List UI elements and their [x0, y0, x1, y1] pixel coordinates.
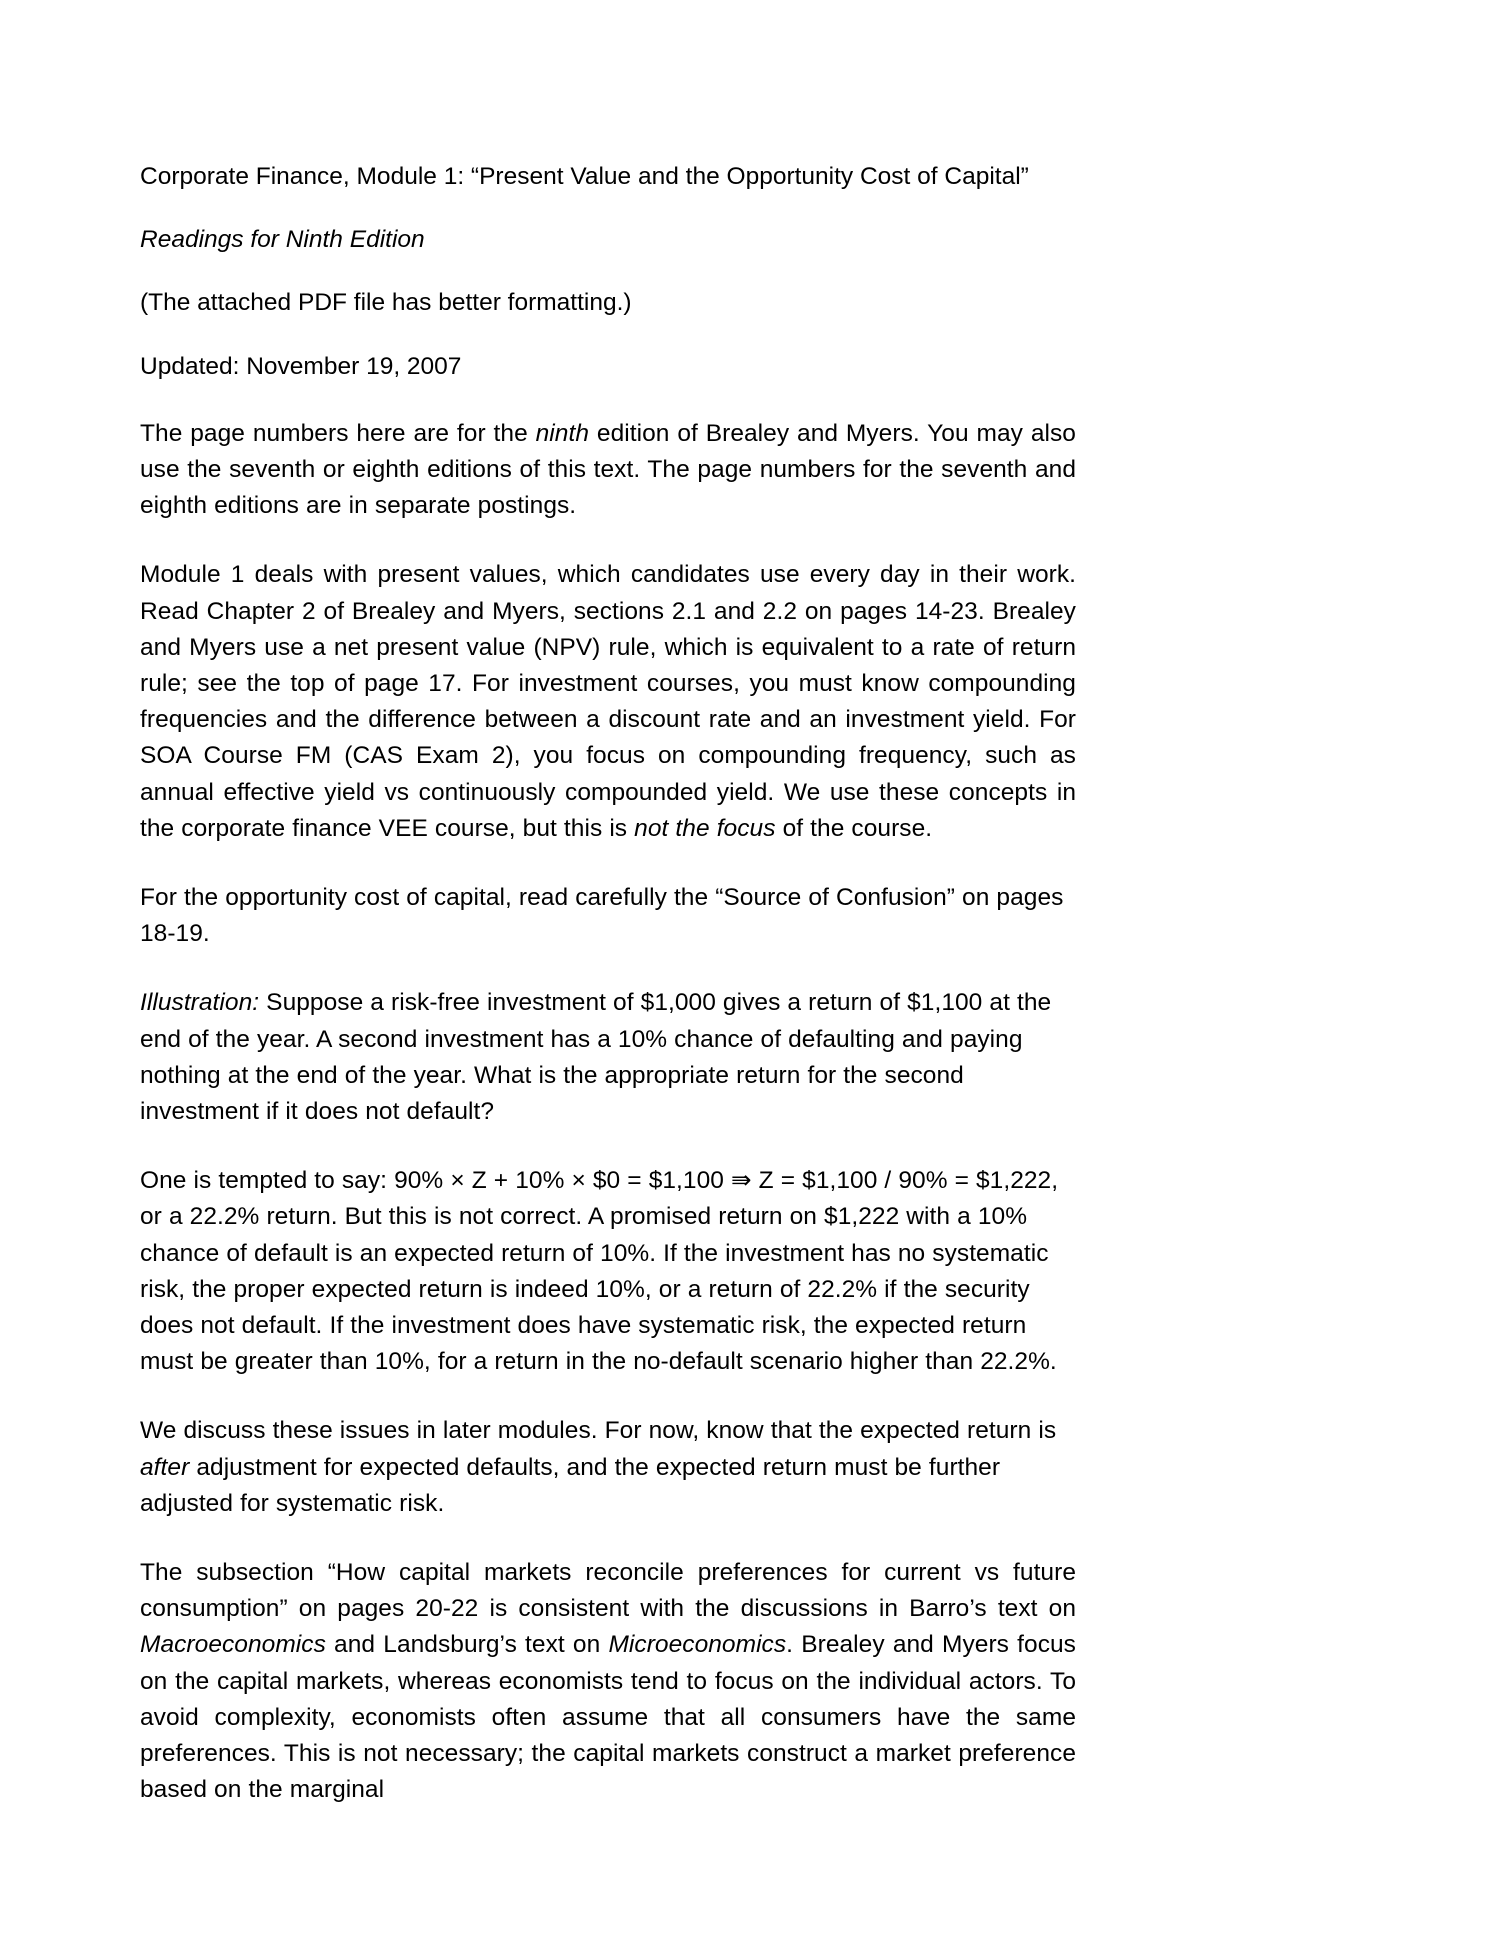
p2-text-b: of the course.: [775, 814, 933, 842]
document-updated-date: Updated: November 19, 2007: [140, 352, 462, 380]
document-subtitle-text: Readings for Ninth Edition: [140, 226, 425, 254]
p6-emphasis-after: after: [140, 1453, 190, 1481]
document-title: Corporate Finance, Module 1: “Present Value and the Opportunity Cost of Capital”: [140, 163, 1029, 190]
p5-text-b: Z = $1,100 / 90% = $1,222, or a 22.2% return. But this is not correct. A promised return on $1,222 with a 10% chance of default is an expected return of 10%. If the investment has no systematic risk, the proper expected return is indeed 10%, or a return of 22.2% if the security does not default. If the investment does have systematic risk, the expected return must be greater than 10%, for a return in the no-default scenario higher than 22.2%.: [140, 1167, 1059, 1376]
p3-text-a: For the opportunity cost of capital, read carefully the “Source of Confusion” on pages 18-19.: [140, 883, 1064, 948]
p1-text-b: edition of Brealey and Myers. You may also use the seventh or eighth editions of this text. The page numbers for the seventh and eighth editions are in separate postings.: [140, 419, 1076, 520]
p7-emphasis-macroeconomics: Macroeconomics: [140, 1631, 326, 1659]
paragraph-opportunity-cost: [140, 880, 1076, 952]
p4-text-a: Suppose a risk-free investment of $1,000 gives a return of $1,100 at the end of the year. A second investment has a 10% chance of defaulting and paying nothing at the end of the year. What is the appropriate return for the second investment if it does not default?: [140, 989, 1052, 1125]
p6-text-b: adjustment for expected defaults, and the expected return must be further adjusted for systematic risk.: [140, 1453, 1001, 1517]
p4-label-illustration: Illustration:: [140, 989, 260, 1017]
p1-emphasis-ninth: ninth: [535, 419, 590, 447]
p7-text-a: The subsection “How capital markets reconcile preferences for current vs future consumption” on pages 20-22 is consistent with the discussions in Barro’s text on: [140, 1558, 1076, 1623]
paragraph-capital-markets-subsection: [140, 1555, 1076, 1808]
implies-arrow-icon: ⇛: [731, 1167, 752, 1195]
document-text-column: [140, 163, 1076, 1808]
p6-text-a: We discuss these issues in later modules. For now, know that the expected return is: [140, 1417, 1057, 1445]
p5-text-a: One is tempted to say: 90% × Z + 10% × $0 = $1,100: [140, 1167, 731, 1195]
paragraph-page-numbers: [140, 416, 1076, 525]
paragraph-module-overview: [140, 557, 1076, 847]
p7-text-b: and Landsburg’s text on: [325, 1631, 609, 1659]
p7-text-c: . Brealey and Myers focus on the capital markets, whereas economists tend to focus on the individual actors. To avoid complexity, economists often assume that all consumers have the same preferences. This is not necessary; the capital markets construct a market preference based on the marginal: [140, 1631, 1076, 1804]
document-format-note: (The attached PDF file has better formatting.): [140, 289, 632, 317]
paragraph-later-modules: [140, 1413, 1076, 1522]
paragraph-illustration: [140, 985, 1076, 1130]
document-subtitle: [140, 226, 1076, 254]
p7-emphasis-microeconomics: Microeconomics: [608, 1631, 787, 1659]
p2-text-a: Module 1 deals with present values, which candidates use every day in their work. Read Chapter 2 of Brealey and Myers, sections 2.1 and 2.2 on pages 14-23. Brealey and Myers use a net present value (NPV) rule, which is equivalent to a rate of return rule; see the top of page 17. For investment courses, you must know compounding frequencies and the difference between a discount rate and an investment yield. For SOA Course FM (CAS Exam 2), you focus on compounding frequency, such as annual effective yield vs continuously compounded yield. We use these concepts in the corporate finance VEE course, but this is: [140, 561, 1076, 842]
p2-emphasis-not-the-focus: not the focus: [634, 814, 776, 842]
p1-text-a: The page numbers here are for the: [140, 419, 536, 447]
paragraph-tempted-calculation: [140, 1163, 1076, 1380]
